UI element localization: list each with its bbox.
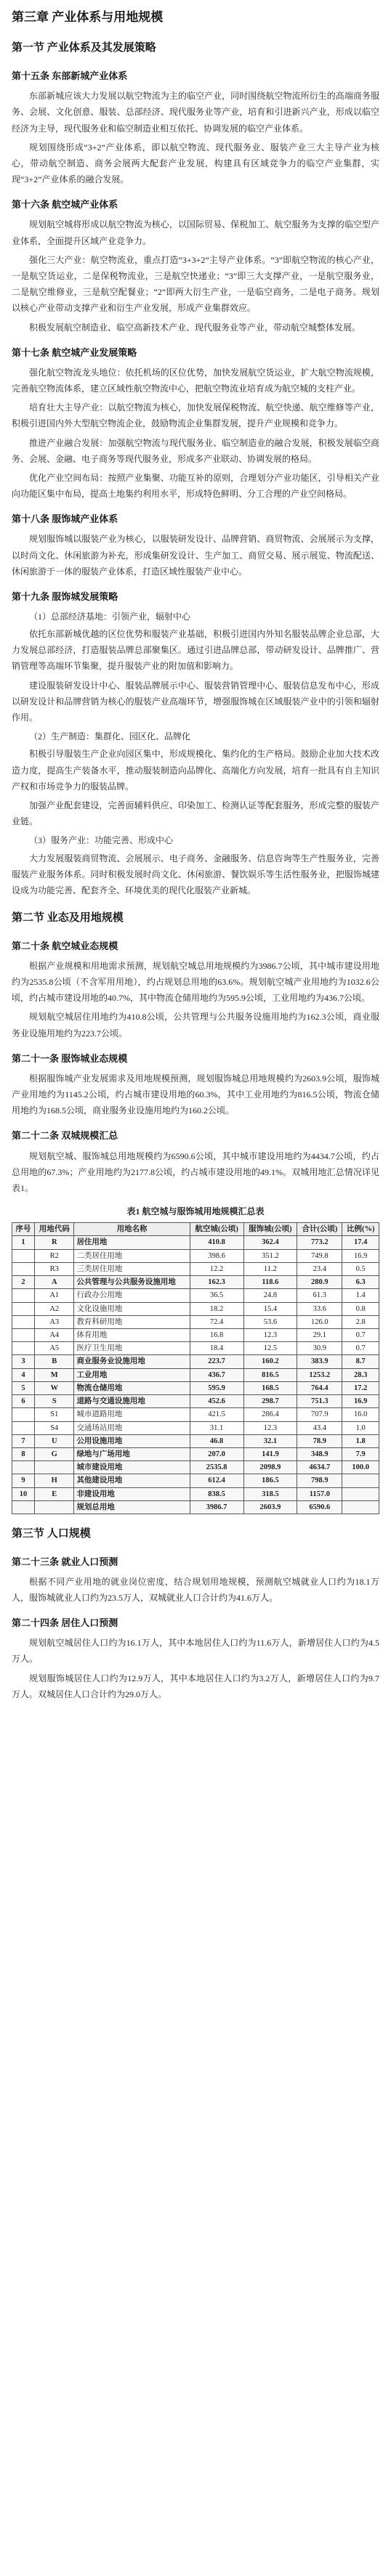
table-cell-t: 33.6 xyxy=(297,1302,342,1315)
table-cell-t: 78.9 xyxy=(297,1434,342,1447)
table-cell-no xyxy=(12,1421,35,1434)
paragraph: 东部新城应该大力发展以航空物流为主的临空产业，同时围绕航空物流所衍生的高端商务服务、会展、文化创意、服装、总部经济、现代服务业等产业，培育和引进新兴产业，形成以临空经济为主导，现代服务业和临空制造业相互依托、协调发展的临空产业体系。 xyxy=(12,91,379,134)
table-cell-a: 612.4 xyxy=(190,1474,243,1487)
table-cell-p: 16.9 xyxy=(342,1395,379,1408)
table-cell-code: A3 xyxy=(35,1315,74,1328)
table-cell-a: 46.8 xyxy=(190,1434,243,1447)
table-cell-code: A2 xyxy=(35,1302,74,1315)
paragraph: 规划围绕形成“3+2”产业体系，即以航空物流、现代服务业、服装产业三大主导产业为核心，带动航空制造、商务会展两大配套产业发展，构建具有区域竞争力的临空产业集群，实现“3+2”产业体系的融合发展。 xyxy=(12,142,379,185)
article-title: 第十八条 服饰城产业体系 xyxy=(12,513,118,525)
table-row xyxy=(12,1276,379,1289)
table-cell-no: 6 xyxy=(12,1395,35,1408)
table-header-cell: 比例(%) xyxy=(342,1223,379,1236)
table-cell-t: 4634.7 xyxy=(297,1461,342,1474)
table-cell-name: 工业用地 xyxy=(74,1368,190,1381)
table-row xyxy=(12,1342,379,1355)
table-header-cell: 序号 xyxy=(12,1223,35,1236)
table-cell-p: 0.8 xyxy=(342,1302,379,1315)
table-cell-name: 医疗卫生用地 xyxy=(74,1342,190,1355)
table-cell-code: B xyxy=(35,1355,74,1368)
table-cell-t: 383.9 xyxy=(297,1355,342,1368)
table-header-cell: 合计(公顷) xyxy=(297,1223,342,1236)
paragraph: 积极发展航空制造业、临空高新技术产业、现代服务业等产业，带动航空城整体发展。 xyxy=(29,322,361,333)
table-cell-name: 文化设施用地 xyxy=(74,1302,190,1315)
table-cell-p: 2.8 xyxy=(342,1315,379,1328)
article-title: 第二十二条 双城规模汇总 xyxy=(12,1130,118,1142)
table-cell-p: 8.7 xyxy=(342,1355,379,1368)
table-cell-code: R3 xyxy=(35,1262,74,1275)
table-cell-a: 595.9 xyxy=(190,1381,243,1394)
table-cell-code: M xyxy=(35,1368,74,1381)
paragraph: 规划航空城将形成以航空物流为核心，以国际贸易、保税加工、航空服务为支撑的临空型产业体系，全面提升区域产业竞争力。 xyxy=(12,219,379,246)
table-cell-b: 12.5 xyxy=(243,1342,297,1355)
table-cell-t: 61.3 xyxy=(297,1289,342,1302)
table-cell-a: 18.2 xyxy=(190,1302,243,1315)
table-cell-b: 11.2 xyxy=(243,1262,297,1275)
table-cell-a: 838.5 xyxy=(190,1487,243,1500)
table-cell-t: 348.9 xyxy=(297,1447,342,1460)
table-cell-no xyxy=(12,1342,35,1355)
table-cell-no: 7 xyxy=(12,1434,35,1447)
table-cell-code: R xyxy=(35,1236,74,1249)
section-title: 第二节 业态及用地规模 xyxy=(12,912,124,925)
article-title: 第十九条 服饰城发展策略 xyxy=(12,590,118,602)
table-cell-t: 798.9 xyxy=(297,1474,342,1487)
table-cell-p: 6.3 xyxy=(342,1276,379,1289)
table-cell-no: 8 xyxy=(12,1447,35,1460)
table-cell-no: 3 xyxy=(12,1355,35,1368)
table-cell-no xyxy=(12,1262,35,1275)
table-row xyxy=(12,1302,379,1315)
table-cell-p: 0.5 xyxy=(342,1262,379,1275)
table-cell-code xyxy=(35,1461,74,1474)
table-cell-p: 1.8 xyxy=(342,1434,379,1447)
table-cell-t: 764.4 xyxy=(297,1381,342,1394)
paragraph: 规划航空城居住用地约为410.8公顷，公共管理与公共服务设施用地约为162.3公顷，商业服务业设施用地约为223.7公顷。 xyxy=(12,1012,379,1039)
table-cell-no xyxy=(12,1302,35,1315)
table-cell-b: 2098.9 xyxy=(243,1461,297,1474)
table-cell-t: 751.3 xyxy=(297,1395,342,1408)
article-title: 第二十三条 就业人口预测 xyxy=(12,1556,118,1567)
paragraph: 推进产业融合发展：加强航空物流与现代服务业、临空制造业的融合发展，积极发展临空商务、会展、金融、电子商务等现代服务业，形成多产业联动、协调发展的格局。 xyxy=(12,437,379,464)
table-cell-name: 体育用地 xyxy=(74,1329,190,1342)
sub-heading: （1）总部经济基地：引领产业，辐射中心 xyxy=(29,611,191,622)
paragraph: 建设服装研发设计中心、服装品牌展示中心、服装营销管理中心、服装信息发布中心，形成以研发设计和品牌营销为核心的服装产业高端环节，增强服饰城在区域服装产业中的引领和辐射作用。 xyxy=(12,680,379,723)
table-cell-t: 280.9 xyxy=(297,1276,342,1289)
section-title: 第一节 产业体系及其发展策略 xyxy=(12,42,156,54)
table-cell-b: 2603.9 xyxy=(243,1500,297,1513)
paragraph: 培育壮大主导产业：以航空物流为核心，加快发展保税物流、航空快递、航空维修等产业，积极引进国内外大型航空物流企业，鼓励物流企业集群发展，提升产业规模和竞争力。 xyxy=(12,402,379,429)
table-cell-no xyxy=(12,1289,35,1302)
table-cell-no xyxy=(12,1500,35,1513)
table-cell-name: 非建设用地 xyxy=(74,1487,190,1500)
table-cell-a: 36.5 xyxy=(190,1289,243,1302)
table-header-cell: 服饰城(公顷) xyxy=(243,1223,297,1236)
table-row xyxy=(12,1381,379,1394)
paragraph: 加强产业配套建设，完善面辅料供应、印染加工、检测认证等配套服务，形成完整的服装产业链。 xyxy=(12,800,379,827)
table-cell-b: 53.6 xyxy=(243,1315,297,1328)
table-cell-t: 1157.0 xyxy=(297,1487,342,1500)
table-cell-p: 16.0 xyxy=(342,1408,379,1421)
table-cell-b: 15.4 xyxy=(243,1302,297,1315)
table-cell-code: A4 xyxy=(35,1329,74,1342)
table-cell-a: 3986.7 xyxy=(190,1500,243,1513)
table-row xyxy=(12,1434,379,1447)
table-cell-a: 31.1 xyxy=(190,1421,243,1434)
table-header-cell: 用地代码 xyxy=(35,1223,74,1236)
table-cell-t: 23.4 xyxy=(297,1262,342,1275)
table-cell-code: W xyxy=(35,1381,74,1394)
table-cell-a: 18.4 xyxy=(190,1342,243,1355)
paragraph: 依托东部新城优越的区位优势和服装产业基础，积极引进国内外知名服装品牌企业总部，大力发展总部经济，打造服装品牌总部聚集区。通过引进品牌总部，带动研发设计、品牌推广、营销管理等高端环节集聚，提升服装产业的附加值和影响力。 xyxy=(12,629,379,672)
table-cell-b: 816.5 xyxy=(243,1368,297,1381)
paragraph: 根据产业规模和用地需求预测，规划航空城总用地规模约为3986.7公顷，其中城市建设用地约为2535.8公顷（不含军用用地），约占规划总用地的63.6%。规划航空城产业用地约为1032.6公顷，约占城市建设用地的40.7%，其中物流仓储用地约为595.9公顷，工业用地约为436.7公顷。 xyxy=(12,960,379,1004)
table-cell-name: 规划总用地 xyxy=(74,1500,190,1513)
article-title: 第二十一条 服饰城业态规模 xyxy=(12,1052,128,1064)
table-header-cell: 用地名称 xyxy=(74,1223,190,1236)
table-row xyxy=(12,1487,379,1500)
article-title: 第二十条 航空城业态规模 xyxy=(12,940,118,951)
table-cell-name: 公共管理与公共服务设施用地 xyxy=(74,1276,190,1289)
table-cell-a: 207.0 xyxy=(190,1447,243,1460)
table-cell-name: 二类居住用地 xyxy=(74,1249,190,1262)
table-row xyxy=(12,1395,379,1408)
paragraph: 规划服饰城居住人口约为12.9万人，其中本地居住人口约为3.2万人，新增居住人口约为9.7万人。双城居住人口合计约为29.0万人。 xyxy=(12,1673,379,1699)
table-row xyxy=(12,1500,379,1513)
table-cell-name: 城市建设用地 xyxy=(74,1461,190,1474)
table-cell-a: 421.5 xyxy=(190,1408,243,1421)
table-title: 表1 航空城与服饰城用地规模汇总表 xyxy=(126,1206,265,1217)
table-cell-t: 6590.6 xyxy=(297,1500,342,1513)
table-cell-name: 其他建设用地 xyxy=(74,1474,190,1487)
paragraph: 强化三大产业：航空物流业，重点打造“3+3+2”主导产业体系。“3”即航空物流的核心产业，一是航空货运业，二是保税物流业，三是航空快递业；“3”即三大支撑产业，一是航空服务业，二是航空维修业，三是航空配餐业；“2”即两大衍生产业，一是临空商务，二是电子商务。规划以核心产业带动支撑产业和衍生产业发展，形成产业集群效应。 xyxy=(12,254,379,314)
paragraph: 根据服饰城产业发展需求及用地规模预测，规划服饰城总用地规模约为2603.9公顷，服饰城产业用地约为1145.2公顷，约占城市建设用地的60.3%，其中工业用地约为816.5公顷，物流仓储用地约为168.5公顷，商业服务业设施用地约为160.2公顷。 xyxy=(12,1073,379,1116)
table-cell-name: 道路与交通设施用地 xyxy=(74,1395,190,1408)
paragraph: 优化产业空间布局：按照产业集聚、功能互补的原则，合理划分产业功能区，引导相关产业向功能区集中布局，提高土地集约利用水平，形成特色鲜明、分工合理的产业空间格局。 xyxy=(12,472,379,500)
table-cell-p: 17.4 xyxy=(342,1236,379,1249)
table-row xyxy=(12,1315,379,1328)
table-cell-a: 398.6 xyxy=(190,1249,243,1262)
table-cell-name: 居住用地 xyxy=(74,1236,190,1249)
table-cell-b: 286.4 xyxy=(243,1408,297,1421)
table-cell-name: 公用设施用地 xyxy=(74,1434,190,1447)
table-cell-p: 0.7 xyxy=(342,1329,379,1342)
table-cell-code: S1 xyxy=(35,1408,74,1421)
paragraph: 规划航空城居住人口约为16.1万人，其中本地居住人口约为11.6万人，新增居住人口约为4.5万人。 xyxy=(12,1638,379,1665)
sub-heading: （2）生产制造：集群化、园区化、品牌化 xyxy=(29,731,191,742)
table-cell-code: U xyxy=(35,1434,74,1447)
table-body xyxy=(12,1236,379,1514)
table-cell-t: 707.9 xyxy=(297,1408,342,1421)
article-title: 第十五条 东部新城产业体系 xyxy=(12,70,128,82)
chapter-title: 第三章 产业体系与用地规模 xyxy=(12,10,164,24)
table-row xyxy=(12,1421,379,1434)
table-cell-a: 223.7 xyxy=(190,1355,243,1368)
table-cell-b: 186.5 xyxy=(243,1474,297,1487)
table-cell-b: 160.2 xyxy=(243,1355,297,1368)
land-use-table xyxy=(12,1222,379,1514)
table-cell-name: 物流仓储用地 xyxy=(74,1381,190,1394)
table-cell-a: 72.4 xyxy=(190,1315,243,1328)
table-cell-t: 773.2 xyxy=(297,1236,342,1249)
table-cell-b: 362.4 xyxy=(243,1236,297,1249)
table-header-row xyxy=(12,1223,379,1236)
table-cell-no: 5 xyxy=(12,1381,35,1394)
table-row xyxy=(12,1461,379,1474)
table-cell-b: 141.9 xyxy=(243,1447,297,1460)
table-cell-a: 2535.8 xyxy=(190,1461,243,1474)
table-cell-a: 16.8 xyxy=(190,1329,243,1342)
table-cell-no xyxy=(12,1408,35,1421)
table-cell-name: 商业服务业设施用地 xyxy=(74,1355,190,1368)
table-cell-b: 118.6 xyxy=(243,1276,297,1289)
sub-heading: （3）服务产业：功能完善、形成中心 xyxy=(29,835,174,846)
table-cell-name: 行政办公用地 xyxy=(74,1289,190,1302)
table-cell-t: 43.4 xyxy=(297,1421,342,1434)
table-cell-no xyxy=(12,1249,35,1262)
paragraph: 大力发展服装商贸物流、会展展示、电子商务、金融服务、信息咨询等生产性服务业，完善服装产业服务体系。同时积极发展时尚文化、休闲旅游、餐饮娱乐等生活性服务业，把服饰城建设成为功能完善、配套齐全、环境优美的现代化服装产业新城。 xyxy=(12,853,379,895)
table-cell-no: 2 xyxy=(12,1276,35,1289)
table-row xyxy=(12,1262,379,1275)
sections-container xyxy=(12,38,379,1196)
table-cell-p: 28.3 xyxy=(342,1368,379,1381)
table-cell-b: 298.7 xyxy=(243,1395,297,1408)
table-cell-p: 7.9 xyxy=(342,1447,379,1460)
table-cell-a: 12.2 xyxy=(190,1262,243,1275)
table-cell-name: 城市道路用地 xyxy=(74,1408,190,1421)
table-cell-a: 436.7 xyxy=(190,1368,243,1381)
table-cell-no: 4 xyxy=(12,1368,35,1381)
table-cell-code: S xyxy=(35,1395,74,1408)
table-row xyxy=(12,1289,379,1302)
table-row xyxy=(12,1408,379,1421)
table-row xyxy=(12,1329,379,1342)
table-cell-p: 17.2 xyxy=(342,1381,379,1394)
table-cell-p: 1.4 xyxy=(342,1289,379,1302)
table-cell-p xyxy=(342,1487,379,1500)
table-cell-p xyxy=(342,1500,379,1513)
paragraph: 根据不同产业用地的就业岗位密度，结合规划用地规模，预测航空城就业人口约为18.1万人，服饰城就业人口约为23.5万人，双城就业人口合计约为41.6万人。 xyxy=(12,1576,379,1604)
table-cell-code xyxy=(35,1500,74,1513)
table-row xyxy=(12,1355,379,1368)
table-cell-code: A5 xyxy=(35,1342,74,1355)
article-title: 第十七条 航空城产业发展策略 xyxy=(12,346,137,358)
table-cell-code: E xyxy=(35,1487,74,1500)
table-cell-p: 1.0 xyxy=(342,1421,379,1434)
table-cell-t: 1253.2 xyxy=(297,1368,342,1381)
table-cell-a: 452.6 xyxy=(190,1395,243,1408)
table-row xyxy=(12,1368,379,1381)
table-cell-code: A xyxy=(35,1276,74,1289)
table-cell-no xyxy=(12,1461,35,1474)
table-cell-code: S4 xyxy=(35,1421,74,1434)
table-cell-b: 351.2 xyxy=(243,1249,297,1262)
table-row xyxy=(12,1447,379,1460)
table-cell-b: 12.3 xyxy=(243,1329,297,1342)
table-cell-no: 9 xyxy=(12,1474,35,1487)
table-cell-no: 10 xyxy=(12,1487,35,1500)
paragraph: 规划服饰城以服装产业为核心，以服装研发设计、品牌营销、商贸物流、会展展示为支撑，以时尚文化、休闲旅游为补充，形成集研发设计、生产加工、商贸交易、展示展览、物流配送、休闲旅游于一体的服装产业体系，打造区域性服装产业中心。 xyxy=(12,534,379,577)
article-title: 第十六条 航空城产业体系 xyxy=(12,199,118,211)
table-cell-b: 168.5 xyxy=(243,1381,297,1394)
table-cell-t: 749.8 xyxy=(297,1249,342,1262)
table-cell-a: 162.3 xyxy=(190,1276,243,1289)
paragraph: 积极引导服装生产企业向园区集中，形成规模化、集约化的生产格局。鼓励企业加大技术改造力度，提高生产装备水平，推动服装制造向品牌化、高端化方向发展，培育一批具有自主知识产权和市场竞争力的服装品牌。 xyxy=(12,749,379,792)
section-title-population: 第三节 人口规模 xyxy=(12,1528,91,1540)
paragraph: 强化航空物流龙头地位：依托机场的区位优势，加快发展航空货运业，扩大航空物流规模，完善航空物流体系，建立区域性航空物流中心，把航空物流业培育成为航空城的支柱产业。 xyxy=(12,367,379,394)
table-cell-code: H xyxy=(35,1474,74,1487)
table-cell-t: 29.1 xyxy=(297,1329,342,1342)
table-cell-code: R2 xyxy=(35,1249,74,1262)
table-row xyxy=(12,1249,379,1262)
table-cell-code: A1 xyxy=(35,1289,74,1302)
table-cell-b: 318.5 xyxy=(243,1487,297,1500)
table-cell-p xyxy=(342,1474,379,1487)
table-cell-name: 三类居住用地 xyxy=(74,1262,190,1275)
table-cell-b: 32.1 xyxy=(243,1434,297,1447)
table-header-cell: 航空城(公顷) xyxy=(190,1223,243,1236)
table-cell-b: 24.8 xyxy=(243,1289,297,1302)
table-row xyxy=(12,1474,379,1487)
paragraph: 规划航空城、服饰城总用地规模约为6590.6公顷，其中城市建设用地约为4434.7公顷，约占总用地的67.3%；产业用地约为2177.8公顷，约占城市建设用地的49.1%。双城用地汇总情况详见表1。 xyxy=(12,1150,379,1193)
table-cell-t: 30.9 xyxy=(297,1342,342,1355)
table-cell-no xyxy=(12,1315,35,1328)
table-cell-code: G xyxy=(35,1447,74,1460)
section3-container xyxy=(12,1553,379,1702)
table-cell-p: 100.0 xyxy=(342,1461,379,1474)
table-cell-no xyxy=(12,1329,35,1342)
table-cell-p: 16.9 xyxy=(342,1249,379,1262)
table-cell-name: 教育科研用地 xyxy=(74,1315,190,1328)
table-cell-name: 交通场站用地 xyxy=(74,1421,190,1434)
table-cell-no: 1 xyxy=(12,1236,35,1249)
table-row xyxy=(12,1236,379,1249)
land-use-table-block xyxy=(12,1203,379,1514)
table-cell-b: 12.3 xyxy=(243,1421,297,1434)
table-cell-p: 0.7 xyxy=(342,1342,379,1355)
table-cell-t: 126.0 xyxy=(297,1315,342,1328)
table-cell-name: 绿地与广场用地 xyxy=(74,1447,190,1460)
table-cell-a: 410.8 xyxy=(190,1236,243,1249)
article-title: 第二十四条 居住人口预测 xyxy=(12,1617,118,1629)
